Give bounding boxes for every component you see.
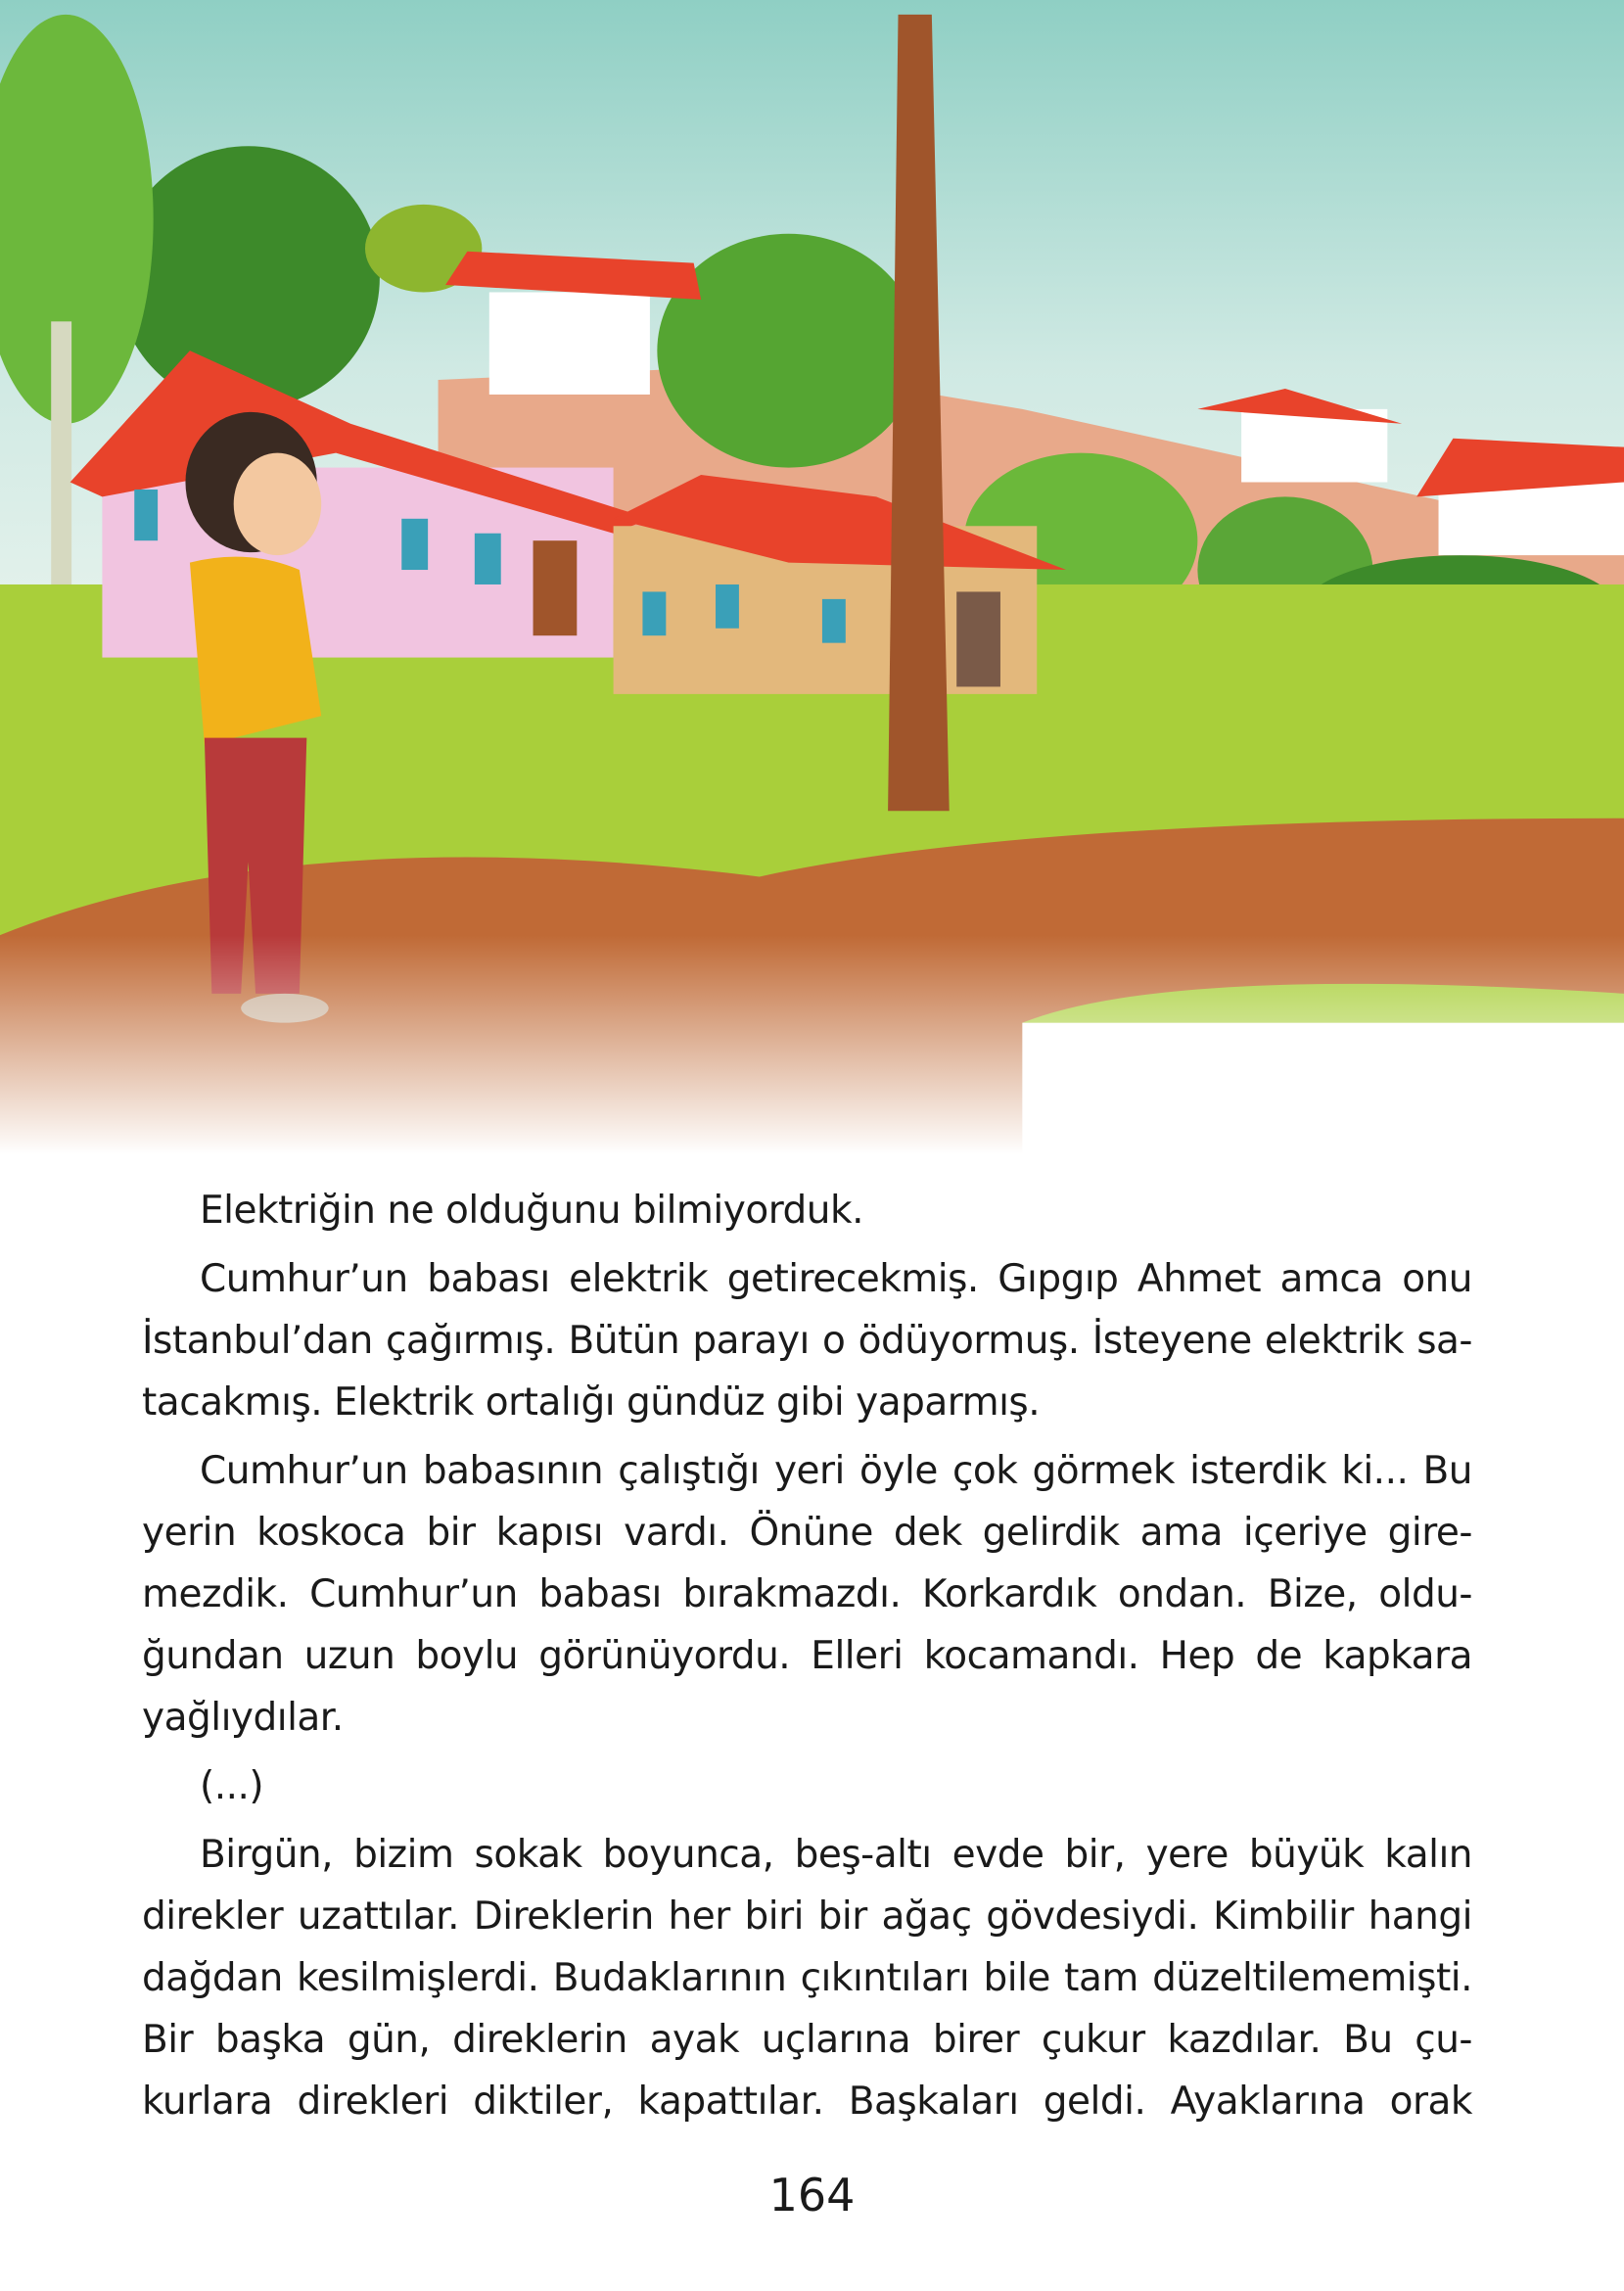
text-line: Cumhur’un babası elektrik getirecekmiş. Gıpgıp Ahmet amca onu <box>200 1257 1472 1301</box>
text-line: yerin koskoca bir kapısı vardı. Önüne dek gelirdik ama içeriye gire- <box>142 1511 1472 1555</box>
text-line: Bir başka gün, direklerin ayak uçlarına birer çukur kazdılar. Bu çu- <box>142 2018 1472 2062</box>
text-line: tacakmış. Elektrik ortalığı gündüz gibi yaparmış. <box>142 1380 1041 1425</box>
text-line: yağlıydılar. <box>142 1696 344 1740</box>
bottom-fade <box>0 935 1624 1154</box>
paragraph <box>142 1755 1472 1817</box>
text-line: mezdik. Cumhur’un babası bırakmazdı. Korkardık ondan. Bize, oldu- <box>142 1572 1472 1616</box>
story-text <box>142 1180 1472 2139</box>
text-line: Birgün, bizim sokak boyunca, beş-altı evde bir, yere büyük kalın <box>200 1833 1472 1877</box>
paragraph <box>142 1248 1472 1433</box>
paragraph <box>142 1180 1472 1241</box>
paragraph <box>142 1824 1472 2132</box>
text-line: dağdan kesilmişlerdi. Budaklarının çıkıntıları bile tam düzeltilememişti. <box>142 1956 1472 2000</box>
page-number: 164 <box>768 2169 856 2221</box>
text-line: ğundan uzun boylu görünüyordu. Elleri kocamandı. Hep de kapkara <box>142 1634 1472 1678</box>
paragraph <box>142 1440 1472 1749</box>
text-line: Cumhur’un babasının çalıştığı yeri öyle çok görmek isterdik ki... Bu <box>200 1449 1472 1493</box>
text-line: İstanbul’dan çağırmış. Bütün parayı o ödüyormuş. İsteyene elektrik sa- <box>142 1319 1472 1363</box>
text-line: direkler uzattılar. Direklerin her biri bir ağaç gövdesiydi. Kimbilir hangi <box>142 1894 1472 1939</box>
text-line: kurlara direkleri diktiler, kapattılar. Başkaları geldi. Ayaklarına orak <box>142 2080 1472 2124</box>
text-line: Elektriğin ne olduğunu bilmiyorduk. <box>200 1189 864 1233</box>
ellipsis-line: (...) <box>200 1764 264 1808</box>
